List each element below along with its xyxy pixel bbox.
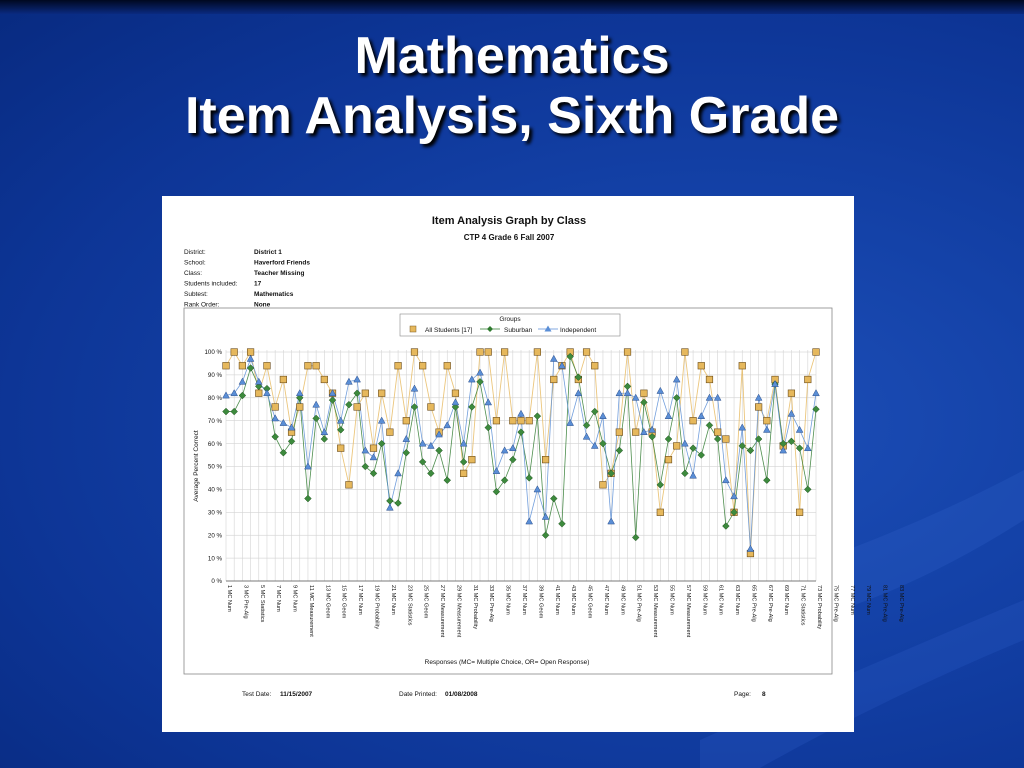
data-point — [608, 518, 615, 524]
data-point — [239, 362, 246, 369]
data-point — [428, 404, 435, 411]
x-tick-label: 41 MC Num — [553, 585, 560, 615]
y-tick-label: 0 % — [211, 578, 222, 586]
footer-test-date-label: Test Date: — [242, 691, 272, 698]
data-point — [591, 362, 598, 369]
x-tick-label: 45 MC Geom — [586, 585, 593, 619]
data-point — [509, 456, 516, 463]
x-tick-label: 55 MC Num — [668, 585, 675, 615]
data-point — [354, 404, 361, 411]
x-axis-label: Responses (MC= Multiple Choice, OR= Open Response) — [424, 659, 590, 666]
plot-area — [204, 349, 903, 638]
data-point — [501, 349, 508, 356]
data-point — [632, 394, 639, 400]
top-dark-band — [0, 0, 1024, 14]
x-tick-label: 3 MC Pre-Alg — [242, 585, 249, 619]
data-point — [747, 545, 754, 551]
data-point — [378, 417, 385, 423]
report-subheading: CTP 4 Grade 6 Fall 2007 — [463, 233, 555, 242]
x-tick-label: 5 MC Statistics — [258, 585, 265, 623]
x-tick-label: 63 MC Num — [734, 585, 741, 615]
report-scan — [162, 196, 904, 732]
data-point — [559, 520, 566, 527]
slide-title-line2: Item Analysis, Sixth Grade — [184, 87, 840, 145]
data-point — [714, 429, 721, 436]
slide-title-line1: Mathematics — [354, 27, 670, 85]
data-point — [550, 376, 557, 383]
data-point — [682, 349, 689, 356]
info-value: 17 — [254, 280, 262, 288]
data-point — [534, 349, 541, 356]
data-point — [764, 417, 771, 424]
footer-date-printed-label: Date Printed: — [399, 691, 437, 698]
x-tick-label: 15 MC Geom — [340, 585, 347, 619]
data-point — [460, 459, 467, 466]
data-point — [444, 362, 451, 369]
data-point — [313, 401, 320, 407]
x-tick-label: 79 MC Num — [865, 585, 872, 615]
data-point — [231, 349, 238, 356]
legend-label-all-students: All Students [17] — [425, 327, 473, 334]
x-tick-label: 33 MC Pre-Alg — [488, 585, 495, 622]
data-point — [346, 401, 353, 408]
data-point — [526, 518, 533, 524]
data-point — [723, 436, 730, 443]
footer-page-label: Page: — [734, 691, 751, 698]
footer-page: 8 — [762, 691, 766, 698]
x-tick-label: 25 MC Geom — [422, 585, 429, 619]
data-point — [264, 362, 271, 369]
data-point — [665, 413, 672, 419]
legend-swatch-all-students — [410, 326, 416, 332]
data-point — [452, 399, 459, 405]
y-tick-label: 30 % — [207, 509, 222, 517]
data-point — [706, 422, 713, 429]
data-point — [370, 445, 377, 452]
data-point — [395, 500, 402, 507]
data-point — [436, 447, 443, 454]
data-point — [542, 513, 549, 519]
item-analysis-chart — [162, 196, 904, 732]
data-point — [583, 433, 590, 439]
x-tick-label: 69 MC Num — [783, 585, 790, 615]
info-value: None — [254, 301, 271, 309]
data-point — [346, 482, 353, 489]
x-tick-label: 17 MC Num — [357, 585, 364, 615]
data-point — [526, 475, 533, 482]
data-point — [313, 362, 320, 369]
info-label: Rank Order: — [184, 301, 220, 309]
data-point — [419, 459, 426, 466]
data-point — [255, 390, 262, 397]
data-point — [469, 456, 476, 463]
y-tick-label: 10 % — [207, 555, 222, 563]
data-point — [690, 417, 697, 424]
data-point — [542, 456, 549, 463]
x-tick-label: 7 MC Num — [275, 585, 282, 612]
data-point — [419, 440, 426, 446]
data-point — [305, 362, 312, 369]
data-point — [722, 523, 729, 530]
data-point — [272, 433, 279, 440]
x-tick-label: 61 MC Num — [717, 585, 724, 615]
data-point — [690, 472, 697, 478]
x-tick-label: 59 MC Num — [701, 585, 708, 615]
data-point — [714, 394, 721, 400]
legend-label-independent: Independent — [560, 327, 597, 334]
x-tick-label: 37 MC Num — [521, 585, 527, 615]
x-tick-label: 77 MC Num — [848, 585, 855, 615]
x-tick-label: 47 MC Num — [602, 585, 609, 615]
x-tick-label: 65 MC Pre-Alg — [750, 585, 757, 622]
data-point — [665, 436, 672, 443]
x-tick-label: 43 MC Num — [570, 585, 577, 615]
data-point — [485, 349, 492, 356]
data-point — [542, 532, 549, 539]
x-tick-label: 13 MC Geom — [324, 585, 331, 619]
info-label: District: — [184, 249, 206, 256]
data-point — [493, 417, 500, 424]
info-label: Students included: — [184, 280, 238, 288]
legend — [400, 314, 620, 336]
data-point — [714, 436, 721, 443]
y-tick-label: 20 % — [207, 532, 222, 540]
report-info-block — [184, 249, 310, 309]
data-point — [534, 413, 541, 420]
y-tick-label: 60 % — [207, 440, 222, 448]
x-tick-label: 31 MC Probability — [471, 585, 478, 630]
data-point — [518, 429, 525, 436]
data-point — [509, 445, 516, 451]
x-tick-label: 71 MC Statistics — [799, 585, 806, 626]
y-tick-label: 40 % — [207, 486, 222, 494]
x-tick-label: 83 MC Pre-Alg — [897, 585, 904, 622]
x-tick-label: 49 MC Num — [619, 585, 626, 615]
data-point — [239, 378, 246, 384]
data-point — [510, 417, 517, 424]
info-label: Subtest: — [184, 291, 208, 298]
data-point — [681, 470, 688, 477]
x-tick-label: 53 MC Measurement — [652, 585, 659, 638]
data-point — [485, 399, 492, 405]
x-tick-label: 75 MC Pre-Alg — [832, 585, 839, 622]
info-label: School: — [184, 259, 206, 267]
data-point — [665, 456, 672, 463]
data-point — [706, 376, 713, 383]
data-point — [362, 390, 369, 397]
info-value: Teacher Missing — [254, 270, 305, 277]
footer-date-printed: 01/08/2008 — [445, 691, 478, 698]
data-point — [657, 387, 664, 393]
data-point — [657, 509, 664, 516]
info-label: Class: — [184, 270, 203, 277]
data-point — [624, 349, 631, 356]
data-point — [395, 362, 402, 369]
data-point — [477, 349, 484, 356]
data-point — [477, 369, 484, 375]
info-value: Haverford Friends — [254, 259, 310, 267]
data-point — [632, 429, 639, 436]
data-point — [583, 349, 590, 356]
data-point — [518, 410, 525, 416]
data-point — [460, 440, 467, 446]
x-tick-label: 19 MC Probability — [373, 585, 380, 630]
data-point — [280, 449, 287, 456]
x-tick-label: 27 MC Measurement — [439, 585, 446, 638]
data-point — [231, 408, 238, 415]
data-point — [616, 429, 623, 436]
x-tick-label: 81 MC Pre-Alg — [881, 585, 888, 622]
data-point — [804, 445, 811, 451]
data-point — [681, 440, 688, 446]
y-tick-label: 90 % — [207, 372, 222, 380]
data-point — [698, 413, 705, 419]
data-point — [337, 445, 344, 452]
x-tick-label: 51 MC Pre-Alg — [635, 585, 642, 622]
data-point — [305, 495, 312, 502]
data-point — [600, 413, 607, 419]
data-point — [419, 362, 426, 369]
data-point — [747, 447, 754, 454]
slide-title — [0, 26, 1024, 146]
x-tick-label: 23 MC Statistics — [406, 585, 413, 626]
legend-title: Groups — [499, 316, 521, 323]
x-tick-label: 57 MC Measurement — [684, 585, 691, 638]
data-point — [755, 394, 762, 400]
data-point — [763, 477, 770, 484]
x-tick-label: 9 MC Num — [291, 585, 298, 612]
data-point — [567, 419, 574, 425]
data-point — [641, 390, 648, 397]
data-point — [526, 417, 533, 424]
data-point — [395, 470, 402, 476]
data-point — [673, 376, 680, 382]
data-point — [378, 390, 385, 397]
data-point — [460, 470, 467, 477]
data-point — [501, 477, 508, 484]
y-axis-label: Average Percent Correct — [193, 430, 200, 502]
data-point — [280, 376, 287, 383]
data-point — [386, 504, 393, 510]
data-point — [813, 390, 820, 396]
data-point — [722, 477, 729, 483]
data-point — [468, 404, 475, 411]
data-point — [427, 470, 434, 477]
data-point — [296, 404, 303, 411]
info-value: District 1 — [254, 249, 282, 256]
data-point — [788, 390, 795, 397]
data-point — [452, 390, 459, 397]
data-point — [354, 376, 361, 382]
data-point — [403, 417, 410, 424]
info-value: Mathematics — [254, 291, 294, 298]
y-tick-label: 70 % — [207, 417, 222, 425]
x-tick-label: 35 MC Num — [504, 585, 511, 615]
data-point — [673, 443, 680, 450]
data-point — [444, 422, 451, 428]
data-point — [321, 376, 328, 383]
x-tick-label: 29 MC Measurement — [455, 585, 462, 638]
data-point — [616, 390, 623, 396]
data-point — [223, 362, 230, 369]
data-point — [272, 404, 279, 411]
data-point — [354, 390, 361, 397]
data-point — [763, 426, 770, 432]
report-heading: Item Analysis Graph by Class — [431, 215, 587, 227]
data-point — [411, 349, 418, 356]
x-tick-label: 73 MC Probability — [816, 585, 822, 630]
x-tick-label: 67 MC Pre-Alg — [766, 585, 773, 622]
data-point — [804, 486, 811, 493]
data-point — [468, 376, 475, 382]
data-point — [805, 376, 812, 383]
data-point — [616, 447, 623, 454]
data-point — [739, 362, 746, 369]
data-point — [518, 417, 525, 424]
footer-test-date: 11/15/2007 — [280, 691, 313, 698]
y-tick-label: 100 % — [204, 349, 222, 357]
data-point — [223, 408, 230, 415]
legend-label-suburban: Suburban — [504, 327, 533, 334]
data-point — [411, 385, 418, 391]
x-tick-label: 21 MC Num — [389, 585, 396, 615]
data-point — [796, 509, 803, 516]
y-tick-label: 80 % — [207, 395, 222, 402]
data-point — [321, 436, 328, 443]
data-point — [387, 429, 394, 436]
data-point — [534, 486, 541, 492]
data-point — [247, 349, 254, 356]
x-tick-label: 11 MC Measurement — [307, 585, 314, 637]
data-point — [550, 495, 557, 502]
data-point — [591, 408, 598, 415]
data-point — [698, 362, 705, 369]
data-point — [624, 390, 631, 396]
data-point — [755, 404, 762, 411]
data-point — [600, 482, 607, 489]
x-tick-label: 1 MC Num — [226, 585, 232, 612]
data-point — [370, 454, 377, 460]
y-tick-label: 50 % — [207, 463, 222, 471]
data-point — [813, 349, 820, 356]
x-tick-label: 39 MC Geom — [537, 585, 544, 619]
data-point — [280, 419, 287, 425]
data-point — [550, 355, 557, 361]
data-point — [624, 383, 631, 390]
data-point — [444, 477, 451, 484]
data-point — [272, 415, 279, 421]
data-point — [796, 426, 803, 432]
